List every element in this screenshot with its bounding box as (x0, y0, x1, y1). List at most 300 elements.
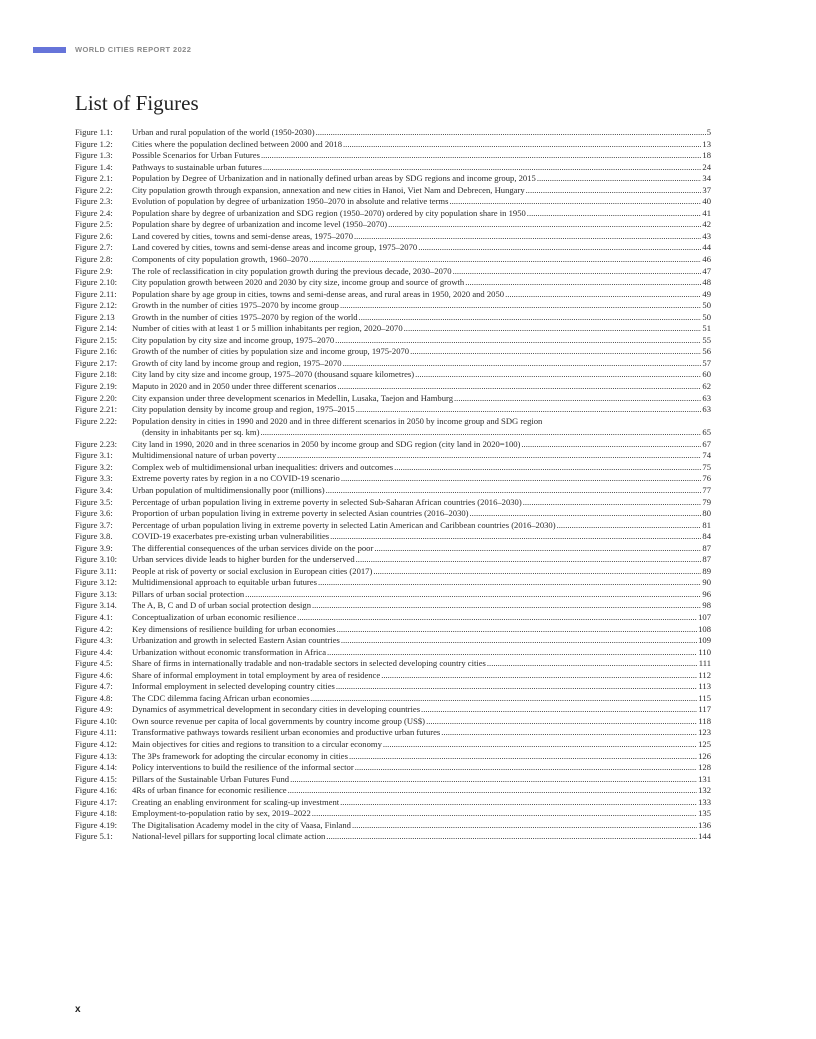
dot-leader (312, 808, 697, 820)
page-reference: 77 (702, 484, 711, 495)
figure-entry[interactable] (75, 416, 711, 439)
figure-entry[interactable] (75, 739, 711, 751)
figure-entry[interactable] (75, 508, 711, 520)
figure-title: 4Rs of urban finance for economic resilience (132, 785, 287, 796)
page-reference: 43 (702, 230, 711, 241)
figure-entry[interactable] (75, 727, 711, 739)
figure-title: Pathways to sustainable urban futures (132, 161, 262, 172)
dot-leader (288, 785, 697, 797)
figure-entry[interactable] (75, 831, 711, 843)
dot-leader (316, 127, 706, 139)
figure-entry[interactable] (75, 346, 711, 358)
figure-entry[interactable] (75, 162, 711, 174)
figure-title: Share of informal employment in total employment by area of residence (132, 669, 381, 680)
dot-leader (410, 346, 701, 358)
dot-leader (263, 162, 702, 174)
dot-leader (341, 473, 702, 485)
figure-entry[interactable] (75, 219, 711, 231)
figure-number: Figure 2.1: (75, 173, 113, 184)
dot-leader (465, 277, 701, 289)
figure-entry[interactable] (75, 358, 711, 370)
header-accent-bar (33, 47, 66, 53)
figure-title: Urban and rural population of the world (1950-2030) (132, 127, 315, 137)
page-reference: 67 (702, 438, 711, 449)
figure-title: The Digitalisation Academy model in the city of Vaasa, Finland (132, 819, 351, 830)
figure-entry[interactable] (75, 335, 711, 347)
dot-leader (418, 242, 701, 254)
figure-title: The differential consequences of the urban services divide on the poor (132, 542, 374, 553)
figure-number: Figure 4.18: (75, 808, 118, 819)
page-reference: 128 (698, 762, 711, 773)
page-reference: 84 (702, 531, 711, 542)
figure-entry[interactable] (75, 658, 711, 670)
page-reference: 47 (702, 265, 711, 276)
figure-entry[interactable] (75, 393, 711, 405)
figure-number: Figure 3.8. (75, 531, 113, 542)
dot-leader (309, 254, 701, 266)
figure-entry[interactable] (75, 600, 711, 612)
page-reference: 75 (702, 461, 711, 472)
page-reference: 113 (698, 681, 711, 692)
figure-number: Figure 3.2: (75, 461, 113, 472)
figure-title: City land by city size and income group, 1975–2070 (thousand square kilometres) (132, 369, 415, 380)
figure-title: Urban services divide leads to higher burden for the underserved (132, 554, 355, 565)
figure-entry[interactable] (75, 231, 711, 243)
figure-title: City population growth through expansion, annexation and new cities in Hanoi, Viet Nam and Debrecen, Hungary (132, 184, 525, 195)
figure-entry[interactable] (75, 785, 711, 797)
figure-number: Figure 4.19: (75, 819, 118, 830)
figure-title: Population by Degree of Urbanization and in nationally defined urban areas by SDG regions and income group, 2015 (132, 173, 536, 184)
figure-title: The role of reclassification in city population growth during the previous decade, 2030–2070 (132, 265, 452, 276)
figure-number: Figure 1.4: (75, 161, 113, 172)
dot-leader (526, 185, 702, 197)
figure-number: Figure 2.19: (75, 381, 118, 392)
figure-number: Figure 4.14: (75, 762, 118, 773)
dot-leader (277, 450, 701, 462)
figure-number: Figure 3.5: (75, 496, 113, 507)
figure-title: Pillars of urban social protection (132, 588, 245, 599)
dot-leader (327, 647, 697, 659)
figure-number: Figure 2.11: (75, 288, 117, 299)
figure-entry[interactable] (75, 381, 711, 393)
dot-leader (487, 658, 698, 670)
page-reference: 123 (698, 727, 711, 738)
figure-entry[interactable] (75, 612, 711, 624)
figure-number: Figure 4.13: (75, 750, 118, 761)
page-reference: 131 (698, 773, 711, 784)
page-reference: 117 (698, 704, 711, 715)
dot-leader (341, 635, 697, 647)
figure-entry[interactable] (75, 185, 711, 197)
figure-title: Multidimensional nature of urban poverty (132, 450, 277, 461)
dot-leader (523, 497, 702, 509)
page-reference: 42 (702, 219, 711, 230)
dot-leader (326, 485, 702, 497)
figure-entry[interactable] (75, 266, 711, 278)
page-title: List of Figures (75, 91, 199, 115)
figure-number: Figure 4.4: (75, 646, 113, 657)
page-reference: 63 (702, 392, 711, 403)
dot-leader (470, 508, 702, 520)
figure-title: City land in 1990, 2020 and in three scenarios in 2050 by income group and SDG region (city land in 2020=100) (132, 438, 521, 449)
figure-number: Figure 4.10: (75, 715, 118, 726)
figure-number: Figure 4.15: (75, 773, 118, 784)
figure-title: Dynamics of asymmetrical development in secondary cities in developing countries (132, 704, 421, 715)
figure-title-continuation: (density in inhabitants per sq. km) (142, 427, 260, 438)
figure-number: Figure 4.11: (75, 727, 117, 738)
page-reference: 144 (698, 831, 711, 842)
page-reference: 79 (702, 496, 711, 507)
page-reference: 109 (698, 635, 711, 646)
dot-leader (449, 196, 701, 208)
figure-number: Figure 3.10: (75, 554, 118, 565)
figure-entry[interactable] (75, 577, 711, 589)
dot-leader (343, 139, 701, 151)
figure-number: Figure 4.17: (75, 796, 118, 807)
figure-entry[interactable] (75, 497, 711, 509)
dot-leader (527, 208, 702, 220)
figure-number: Figure 3.6: (75, 508, 113, 519)
figure-title: Urbanization without economic transformation in Africa (132, 646, 327, 657)
page-reference: 80 (702, 508, 711, 519)
figure-title: Key dimensions of resilience building for urban economies (132, 623, 336, 634)
figure-title: Proportion of urban population living in extreme poverty in selected Asian countries (2016–2030) (132, 508, 469, 519)
figure-number: Figure 4.12: (75, 738, 118, 749)
page-reference: 56 (702, 346, 711, 357)
dot-leader (349, 751, 697, 763)
dot-leader (381, 670, 697, 682)
page-reference: 135 (698, 808, 711, 819)
dot-leader (441, 727, 697, 739)
page-reference: 37 (702, 184, 711, 195)
figure-number: Figure 4.6: (75, 669, 113, 680)
figure-entry[interactable] (75, 797, 711, 809)
figure-entry[interactable] (75, 704, 711, 716)
figure-title: Creating an enabling environment for scaling-up investment (132, 796, 340, 807)
figure-number: Figure 2.2: (75, 184, 113, 195)
figure-title: Own source revenue per capita of local governments by country income group (US$) (132, 715, 426, 726)
figure-number: Figure 2.15: (75, 334, 118, 345)
figure-number: Figure 2.20: (75, 392, 118, 403)
figure-title: Pillars of the Sustainable Urban Futures Fund (132, 773, 290, 784)
figure-number: Figure 2.8: (75, 254, 113, 265)
figure-title: Growth of the number of cities by population size and income group, 1975-2070 (132, 346, 410, 357)
page-reference: 136 (698, 819, 711, 830)
figure-entry[interactable] (75, 751, 711, 763)
dot-leader (373, 566, 701, 578)
figure-number: Figure 4.16: (75, 785, 118, 796)
dot-leader (261, 150, 701, 162)
page-reference: 34 (702, 173, 711, 184)
figure-number: Figure 3.13: (75, 588, 118, 599)
figure-title: Share of firms in internationally tradable and non-tradable sectors in selected developing country cities (132, 658, 486, 669)
page-reference: 112 (698, 669, 711, 680)
figure-number: Figure 2.12: (75, 300, 118, 311)
dot-leader (297, 612, 697, 624)
figure-title: People at risk of poverty or social exclusion in European cities (2017) (132, 565, 373, 576)
dot-leader (537, 173, 702, 185)
figure-title: Growth of city land by income group and region, 1975–2070 (132, 357, 342, 368)
dot-leader (454, 393, 701, 405)
figure-title: Complex web of multidimensional urban inequalities: drivers and outcomes (132, 461, 394, 472)
page-reference: 115 (698, 692, 711, 703)
page-reference: 55 (702, 334, 711, 345)
figure-entry[interactable] (75, 208, 711, 220)
figure-title: Cities where the population declined between 2000 and 2018 (132, 138, 343, 149)
figure-title: Employment-to-population ratio by sex, 2019–2022 (132, 808, 311, 819)
figure-number: Figure 2.14: (75, 323, 118, 334)
figure-number: Figure 4.3: (75, 635, 113, 646)
figure-entry[interactable] (75, 774, 711, 786)
page-reference: 87 (702, 554, 711, 565)
figure-number: Figure 4.1: (75, 611, 113, 622)
figure-entry[interactable] (75, 716, 711, 728)
figure-title: Urbanization and growth in selected Eastern Asian countries (132, 635, 340, 646)
page-reference: 49 (702, 288, 711, 299)
figure-number: Figure 3.4: (75, 484, 113, 495)
figure-title: City expansion under three development scenarios in Medellin, Lusaka, Taejon and Hamburg (132, 392, 454, 403)
figure-number: Figure 2.6: (75, 230, 113, 241)
figure-entry[interactable] (75, 462, 711, 474)
page-reference: 60 (702, 369, 711, 380)
page-reference: 118 (698, 715, 711, 726)
page-reference: 98 (702, 600, 711, 611)
figure-title: Evolution of population by degree of urbanization 1950–2070 in absolute and relative terms (132, 196, 449, 207)
figure-title: Growth in the number of cities 1975–2070 by income group (132, 300, 339, 311)
page-reference: 51 (702, 323, 711, 334)
dot-leader (557, 520, 702, 532)
figure-entry[interactable] (75, 762, 711, 774)
dot-leader (245, 589, 701, 601)
dot-leader (415, 369, 701, 381)
figure-title: Growth in the number of cities 1975–2070 by region of the world (132, 311, 358, 322)
dot-leader (337, 624, 698, 636)
figure-title: City population growth between 2020 and 2030 by city size, income group and source of growth (132, 277, 465, 288)
figure-entry[interactable] (75, 127, 711, 139)
running-header: WORLD CITIES REPORT 2022 (75, 45, 192, 54)
page-reference: 62 (702, 381, 711, 392)
figure-title: Components of city population growth, 1960–2070 (132, 254, 309, 265)
page-reference: 63 (702, 404, 711, 415)
figure-number: Figure 2.3: (75, 196, 113, 207)
page-reference: 108 (698, 623, 711, 634)
dot-leader (336, 681, 698, 693)
figure-title: Number of cities with at least 1 or 5 million inhabitants per region, 2020–2070 (132, 323, 403, 334)
figure-number: Figure 4.2: (75, 623, 113, 634)
figure-title: National-level pillars for supporting local climate action (132, 831, 326, 842)
figure-entry[interactable] (75, 139, 711, 151)
figure-entry[interactable] (75, 624, 711, 636)
page-reference: 111 (698, 658, 711, 669)
figure-entry[interactable] (75, 473, 711, 485)
dot-leader (404, 323, 702, 335)
figure-title: Urban population of multidimensionally poor (millions) (132, 484, 325, 495)
figure-number: Figure 3.14. (75, 600, 117, 611)
figure-number: Figure 3.7: (75, 519, 113, 530)
figure-title: City population by city size and income group, 1975–2070 (132, 334, 335, 345)
dot-leader (359, 312, 702, 324)
figure-title: Informal employment in selected developing country cities (132, 681, 335, 692)
dot-leader (335, 335, 701, 347)
page-reference: 50 (702, 300, 711, 311)
figure-number: Figure 1.2: (75, 138, 113, 149)
figure-entry[interactable] (75, 369, 711, 381)
figure-title: Main objectives for cities and regions to transition to a circular economy (132, 738, 382, 749)
page-reference: 74 (702, 450, 711, 461)
figure-number: Figure 3.12: (75, 577, 118, 588)
page-reference: 133 (698, 796, 711, 807)
figure-number: Figure 2.17: (75, 357, 118, 368)
figure-title: Percentage of urban population living in extreme poverty in selected Sub-Saharan African countries (2016–2030) (132, 496, 522, 507)
dot-leader (340, 797, 697, 809)
figure-number: Figure 2.23: (75, 438, 118, 449)
figure-entry[interactable] (75, 312, 711, 324)
figure-title: Conceptualization of urban economic resilience (132, 611, 297, 622)
page-reference: 90 (702, 577, 711, 588)
page-reference: 132 (698, 785, 711, 796)
page-reference: 96 (702, 588, 711, 599)
page-reference: 24 (702, 161, 711, 172)
page-reference: 48 (702, 277, 711, 288)
figure-title: Land covered by cities, towns and semi-dense areas, 1975–2070 (132, 230, 353, 241)
figure-entry[interactable] (75, 485, 711, 497)
figure-number: Figure 3.9: (75, 542, 113, 553)
figure-entry[interactable] (75, 439, 711, 451)
figure-entry[interactable] (75, 693, 711, 705)
page-reference: 46 (702, 254, 711, 265)
page-number: x (75, 1004, 81, 1015)
page-reference: 107 (698, 611, 711, 622)
figure-entry[interactable] (75, 531, 711, 543)
page-reference: 110 (698, 646, 711, 657)
figure-entry[interactable] (75, 196, 711, 208)
dot-leader (421, 704, 697, 716)
figure-entry[interactable] (75, 277, 711, 289)
dot-leader (453, 266, 702, 278)
figure-entry[interactable] (75, 289, 711, 301)
figure-title: Population share by age group in cities, towns and semi-dense areas, and rural areas in 1950, 2020 and 2050 (132, 288, 505, 299)
figure-entry[interactable] (75, 520, 711, 532)
figure-title: The A, B, C and D of urban social protection design (132, 600, 311, 611)
dot-leader (388, 219, 701, 231)
figure-number: Figure 2.22: (75, 415, 118, 426)
figure-entry[interactable] (75, 242, 711, 254)
page-reference: 89 (702, 565, 711, 576)
figure-title: Policy interventions to build the resilience of the informal sector (132, 762, 354, 773)
figure-entry[interactable] (75, 820, 711, 832)
dot-leader (394, 462, 701, 474)
figure-title: Percentage of urban population living in extreme poverty in selected Latin American and Caribbean countries (2016–2030) (132, 519, 556, 530)
figure-title: Possible Scenarios for Urban Futures (132, 150, 260, 161)
dot-leader (312, 600, 701, 612)
figure-title: Population density in cities in 1990 and 2020 and in three different scenarios in 2050 by income group and SDG region (132, 415, 543, 426)
figure-entry[interactable] (75, 566, 711, 578)
figure-entry[interactable] (75, 589, 711, 601)
dot-leader (505, 289, 701, 301)
figure-entry[interactable] (75, 554, 711, 566)
figure-title: The 3Ps framework for adopting the circular economy in cities (132, 750, 348, 761)
figure-number: Figure 1.1: (75, 127, 113, 137)
figure-entry[interactable] (75, 450, 711, 462)
figure-number: Figure 2.7: (75, 242, 113, 253)
figure-number: Figure 2.16: (75, 346, 118, 357)
dot-leader (374, 543, 701, 555)
page-reference: 87 (702, 542, 711, 553)
dot-leader (326, 831, 697, 843)
figure-number: Figure 3.3: (75, 473, 113, 484)
dot-leader (356, 404, 702, 416)
figure-entry[interactable] (75, 323, 711, 335)
page-reference: 40 (702, 196, 711, 207)
figure-title: City population density by income group and region, 1975–2015 (132, 404, 355, 415)
figure-number: Figure 4.8: (75, 692, 113, 703)
figure-entry[interactable] (75, 647, 711, 659)
dot-leader (311, 693, 698, 705)
figure-entry[interactable] (75, 543, 711, 555)
page-reference: 65 (702, 427, 711, 438)
dot-leader (426, 716, 697, 728)
page-reference: 81 (702, 519, 711, 530)
figure-entry[interactable] (75, 681, 711, 693)
figure-entry[interactable] (75, 150, 711, 162)
figure-title: Population share by degree of urbanization and income level (1950–2070) (132, 219, 388, 230)
figure-title: The CDC dilemma facing African urban economies (132, 692, 310, 703)
figure-entry[interactable] (75, 173, 711, 185)
dot-leader (330, 531, 701, 543)
figure-entry[interactable] (75, 635, 711, 647)
dot-leader (290, 774, 697, 786)
figure-number: Figure 2.4: (75, 207, 113, 218)
figure-title: COVID-19 exacerbates pre-existing urban vulnerabilities (132, 531, 330, 542)
page-reference: 50 (702, 311, 711, 322)
figure-number: Figure 2.9: (75, 265, 113, 276)
dot-leader (340, 300, 701, 312)
dot-leader (355, 762, 697, 774)
figure-number: Figure 4.9: (75, 704, 113, 715)
figure-title: Land covered by cities, towns and semi-dense areas and income group, 1975–2070 (132, 242, 418, 253)
figure-number: Figure 5.1: (75, 831, 113, 842)
page-reference: 126 (698, 750, 711, 761)
figure-number: Figure 2.5: (75, 219, 113, 230)
figure-number: Figure 2.13 (75, 311, 115, 322)
figure-number: Figure 4.7: (75, 681, 113, 692)
dot-leader (383, 739, 697, 751)
figure-entry[interactable] (75, 254, 711, 266)
figure-title: Maputo in 2020 and in 2050 under three different scenarios (132, 381, 337, 392)
page-reference: 5 (706, 127, 711, 137)
figure-title: Transformative pathways towards resilient urban economies and productive urban futures (132, 727, 441, 738)
figure-entry[interactable] (75, 808, 711, 820)
figure-entry[interactable] (75, 404, 711, 416)
page-reference: 41 (702, 207, 711, 218)
dot-leader (343, 358, 702, 370)
figure-title: Population share by degree of urbanization and SDG region (1950–2070) ordered by city population share in 1950 (132, 207, 526, 218)
figure-entry[interactable] (75, 670, 711, 682)
figure-number: Figure 3.11: (75, 565, 117, 576)
figure-entry[interactable] (75, 300, 711, 312)
page-reference: 18 (702, 150, 711, 161)
figure-number: Figure 2.18: (75, 369, 118, 380)
page-reference: 44 (702, 242, 711, 253)
figure-number: Figure 2.21: (75, 404, 118, 415)
figure-number: Figure 2.10: (75, 277, 118, 288)
page-reference: 13 (702, 138, 711, 149)
dot-leader (354, 231, 701, 243)
page-reference: 125 (698, 738, 711, 749)
dot-leader (318, 577, 701, 589)
dot-leader (337, 381, 701, 393)
dot-leader (260, 427, 701, 439)
